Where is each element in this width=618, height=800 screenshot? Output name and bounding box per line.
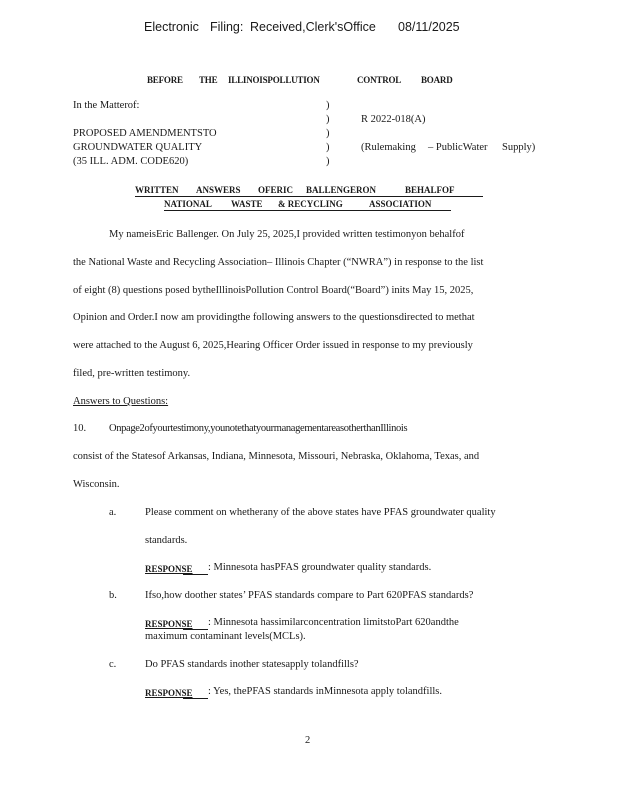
question-text: Wisconsin. xyxy=(73,479,120,490)
title-oferic: OFERIC xyxy=(258,185,294,195)
response-text: : Minnesota hasPFAS groundwater quality standards. xyxy=(208,562,432,573)
response-label: RESPONSE xyxy=(145,619,193,629)
paragraph-line: were attached to the August 6, 2025,Hearing Officer Order issued in response to my previously xyxy=(73,340,473,351)
page-number: 2 xyxy=(305,735,311,746)
response-text: : Yes, thePFAS standards inMinnesota apply tolandfills. xyxy=(208,686,443,697)
caption-line2: GROUNDWATER QUALITY xyxy=(73,142,203,153)
response-text: : Minnesota hassimilarconcentration limitstoPart 620andthe xyxy=(208,617,459,628)
header-board-name: ILLINOISPOLLUTION xyxy=(228,75,320,85)
subquestion-text: Please comment on whetherany of the above states have PFAS groundwater quality xyxy=(145,507,496,518)
paragraph-line: Opinion and Order.I now am providingthe following answers to the questionsdirected to methat xyxy=(73,312,475,323)
caption-paren: ) xyxy=(326,128,330,139)
title-waste: WASTE xyxy=(231,199,263,209)
subquestion-text: standards. xyxy=(145,535,188,546)
answers-heading: Answers to Questions: xyxy=(73,396,169,407)
question-text: Onpage2ofyourtestimony,younotethatyourmanagementareasotherthanIllinois xyxy=(109,423,408,434)
stamp-received: Received,Clerk'sOffice xyxy=(250,20,376,34)
response-underline xyxy=(183,698,208,699)
paragraph-line: filed, pre-written testimony. xyxy=(73,368,191,379)
title-national: NATIONAL xyxy=(164,199,212,209)
subquestion-letter: a. xyxy=(109,507,117,518)
title-recycling: & RECYCLING xyxy=(278,199,343,209)
title-underline-2 xyxy=(164,210,451,211)
caption-paren: ) xyxy=(326,114,330,125)
response-underline xyxy=(183,574,208,575)
header-control: CONTROL xyxy=(357,75,402,85)
caption-dash: – PublicWater xyxy=(428,142,488,153)
title-behalfof: BEHALFOF xyxy=(405,185,455,195)
response-underline xyxy=(183,629,208,630)
stamp-date: 08/11/2025 xyxy=(398,20,460,34)
response-label: RESPONSE xyxy=(145,564,193,574)
caption-supply: Supply) xyxy=(502,142,536,153)
title-ballengeron: BALLENGERON xyxy=(306,185,377,195)
caption-paren: ) xyxy=(326,142,330,153)
title-answers: ANSWERS xyxy=(196,185,241,195)
title-association: ASSOCIATION xyxy=(369,199,432,209)
question-text: consist of the Statesof Arkansas, Indiana, Minnesota, Missouri, Nebraska, Oklahoma, Texas, and xyxy=(73,451,480,462)
stamp-electronic: Electronic xyxy=(144,20,199,34)
caption-line1: PROPOSED AMENDMENTSTO xyxy=(73,128,217,139)
paragraph-line: the National Waste and Recycling Association– Illinois Chapter (“NWRA”) in response to the list xyxy=(73,257,484,268)
paragraph-line: My nameisEric Ballenger. On July 25, 2025,I provided written testimonyon behalfof xyxy=(109,229,465,240)
caption-line3: (35 ILL. ADM. CODE620) xyxy=(73,156,189,167)
subquestion-letter: c. xyxy=(109,659,117,670)
subquestion-text: Ifso,how doother states’ PFAS standards compare to Part 620PFAS standards? xyxy=(145,590,474,601)
response-label: RESPONSE xyxy=(145,688,193,698)
caption-paren: ) xyxy=(326,156,330,167)
header-before: BEFORE xyxy=(147,75,183,85)
title-written: WRITTEN xyxy=(135,185,179,195)
paragraph-line: of eight (8) questions posed bytheIllinoisPollution Control Board(“Board”) inits May 15, 2025, xyxy=(73,285,474,296)
question-number: 10. xyxy=(73,423,87,434)
caption-paren: ) xyxy=(326,100,330,111)
stamp-filing: Filing: xyxy=(210,20,244,34)
header-board: BOARD xyxy=(421,75,453,85)
header-the: THE xyxy=(199,75,218,85)
subquestion-text: Do PFAS standards inother statesapply tolandfills? xyxy=(145,659,359,670)
subquestion-letter: b. xyxy=(109,590,117,601)
caption-docket: R 2022-018(A) xyxy=(361,114,426,125)
response-text: maximum contaminant levels(MCLs). xyxy=(145,631,306,642)
caption-type: (Rulemaking xyxy=(361,142,416,153)
title-underline-1 xyxy=(135,196,483,197)
caption-matter: In the Matterof: xyxy=(73,100,140,111)
